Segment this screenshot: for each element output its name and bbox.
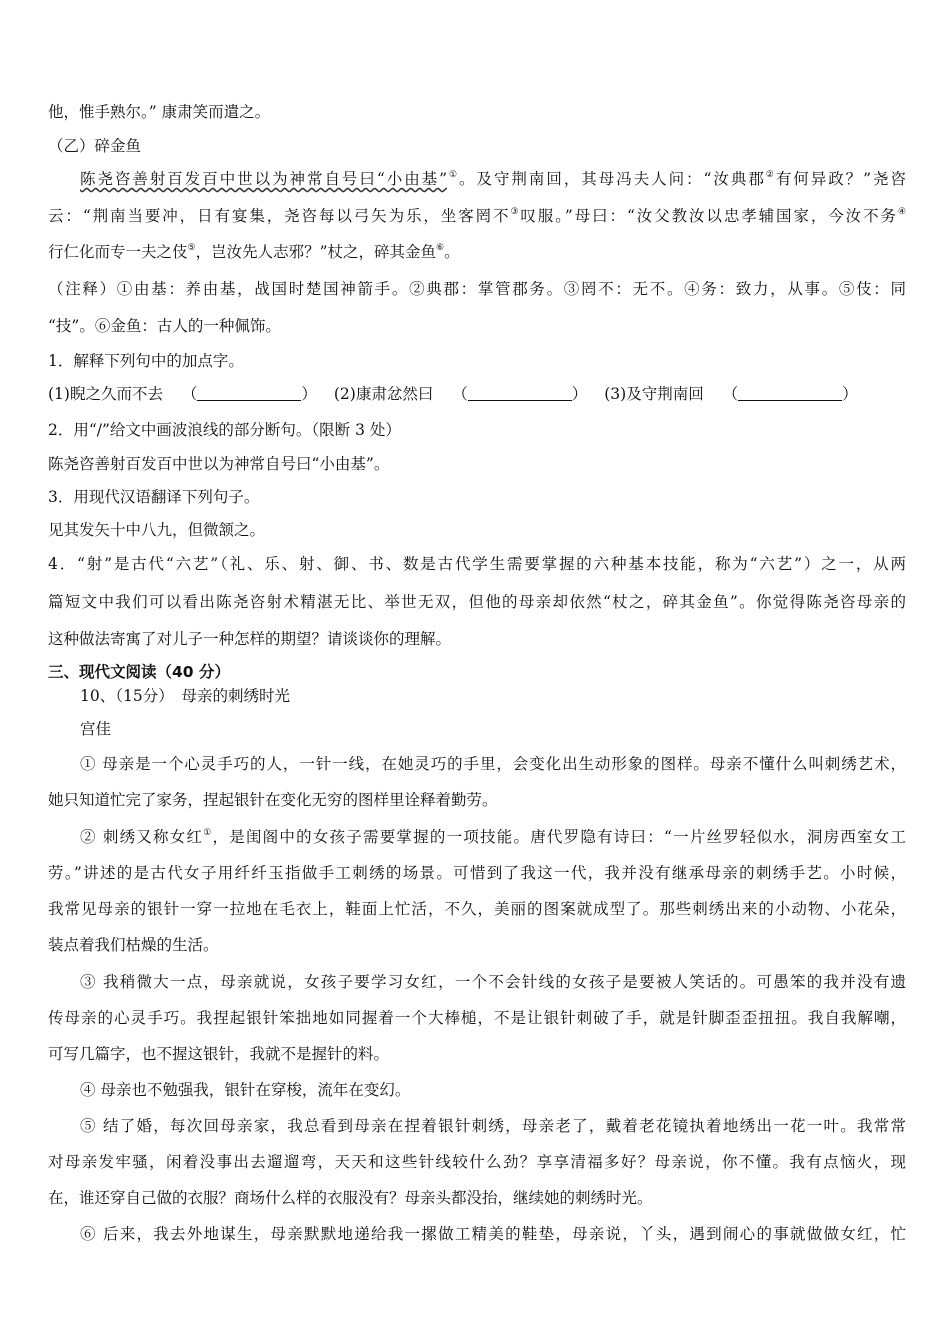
section-heading: 三、现代文阅读（40 分） [48,663,230,681]
answer-blank[interactable] [468,386,572,401]
q1-item-3: (3)及守荆南回 [604,385,704,403]
essay-line: 她只知道忙完了家务，捏起银针在变化无穷的图样里诠释着勤劳。 [48,791,498,809]
essay-line: 可写几篇字，也不握这银针，我就不是握针的料。 [48,1045,390,1063]
text-span: 有何异政？”尧咨 [775,170,906,188]
footnote-marker: ① [203,828,213,838]
question-1: 1．解释下列句中的加点字。 [48,352,244,370]
question-4-line: 这种做法寄寓了对儿子一种怎样的期望？请谈谈你的理解。 [48,630,452,648]
essay-paragraph: ④ 母亲也不勉强我，银针在穿梭，流年在变幻。 [80,1081,411,1099]
author: 宫佳 [80,720,112,738]
footnote-marker: ③ [510,207,521,217]
passage-line [48,205,906,227]
essay-paragraph: ⑥ 后来，我去外地谋生，母亲默默地递给我一摞做工精美的鞋垫，母亲说，丫头，遇到闹心的事就做做女红，忙 [80,1225,906,1243]
essay-paragraph [80,826,906,848]
footnote-marker: ④ [897,207,906,217]
q1-item-2: (2)康肃忿然曰 [333,385,434,403]
text-span: ，岂汝先人志邪？”杖之，碎其金鱼 [195,243,437,261]
wavy-underlined-text: 陈尧咨善射百发百中世以为神常自号曰“小由基” [80,170,448,188]
answer-blank[interactable] [197,386,301,401]
essay-paragraph: ① 母亲是一个心灵手巧的人，一针一线，在她灵巧的手里，会变化出生动形象的图样。母亲不懂什么叫刺绣艺术， [80,755,906,773]
text-span: 。 [444,243,460,261]
essay-paragraph: ⑤ 结了婚，每次回母亲家，我总看到母亲在捏着银针刺绣，母亲老了，戴着老花镜执着地绣出一花一叶。我常常 [80,1117,906,1135]
essay-line: 装点着我们枯燥的生活。 [48,936,219,954]
essay-line: 对母亲发牢骚，闲着没事出去遛遛弯，天天和这些针线较什么劲？享享清福多好？母亲说，你不懂。我有点恼火，现 [48,1153,906,1171]
question-10-title: 10、（15分） 母亲的刺绣时光 [80,687,290,705]
text-span: 云：“荆南当要冲，日有宴集，尧咨每以弓矢为乐，坐客罔不 [48,207,511,225]
footnote-marker: ⑤ [187,243,196,253]
question-1-items: (1)睨之久而不去 （ ） (2)康肃忿然曰 （ ） (3)及守荆南回 （ ） [48,385,858,403]
essay-line: 劳。”讲述的是古代女子用纤纤玉指做手工刺绣的场景。可惜到了我这一代，我并没有继承母亲的刺绣手艺。小时候， [48,864,906,882]
question-4-line: 篇短文中我们可以看出陈尧咨射术精湛无比、举世无双，但他的母亲却依然“杖之，碎其金鱼”。你觉得陈尧咨母亲的 [48,593,906,611]
essay-line: 传母亲的心灵手巧。我捏起银针笨拙地如同握着一个大棒槌，不是让银针刺破了手，就是针脚歪歪扭扭。我自我解嘲， [48,1009,906,1027]
text-span: 叹服。”母曰：“汝父教汝以忠孝辅国家，今汝不务 [520,207,898,225]
question-2-text: 陈尧咨善射百发百中世以为神常自号曰“小由基”。 [48,455,390,473]
passage-line [48,241,906,263]
question-3: 3．用现代汉语翻译下列句子。 [48,488,260,506]
passage-line: 他，惟手熟尔。” 康肃笑而遣之。 [48,103,271,121]
text-span: ② 刺绣又称女红 [80,828,204,846]
footnote-marker: ⑥ [436,243,445,253]
essay-line: 我常见母亲的银针一穿一拉地在毛衣上，鞋面上忙活，不久，美丽的图案就成型了。那些刺绣出来的小动物、小花朵， [48,900,906,918]
essay-line: 在，谁还穿自己做的衣服？商场什么样的衣服没有？母亲头都没抬，继续她的刺绣时光。 [48,1189,653,1207]
answer-blank[interactable] [738,386,842,401]
q1-item-1: (1)睨之久而不去 [48,385,163,403]
text-span: ，是闺阁中的女孩子需要掌握的一项技能。唐代罗隐有诗曰：“一片丝罗轻似水，洞房西室女工 [212,828,906,846]
annotation-line: “技”。⑥金鱼：古人的一种佩饰。 [48,317,281,335]
footnote-marker: ① [447,170,460,180]
text-span: 行仁化而专一夫之伎 [48,243,188,261]
text-span: 。及守荆南回，其母冯夫人问：“汝典郡 [459,170,766,188]
footnote-marker: ② [765,170,776,180]
question-4: 4．“射”是古代“六艺”（礼、乐、射、御、书、数是古代学生需要掌握的六种基本技能，称为“六艺”）之一，从两 [48,555,906,573]
passage-line [80,168,906,190]
annotation-line: （注释）①由基：养由基，战国时楚国神箭手。②典郡：掌管郡务。③罔不：无不。④务：致力，从事。⑤伎：同 [48,280,906,298]
question-2: 2．用“/”给文中画波浪线的部分断句。（限断 3 处） [48,421,401,439]
question-3-text: 见其发矢十中八九，但微颔之。 [48,521,266,539]
passage-heading: （乙）碎金鱼 [48,137,142,155]
essay-paragraph: ③ 我稍微大一点，母亲就说，女孩子要学习女红，一个不会针线的女孩子是要被人笑话的。可愚笨的我并没有遗 [80,973,906,991]
